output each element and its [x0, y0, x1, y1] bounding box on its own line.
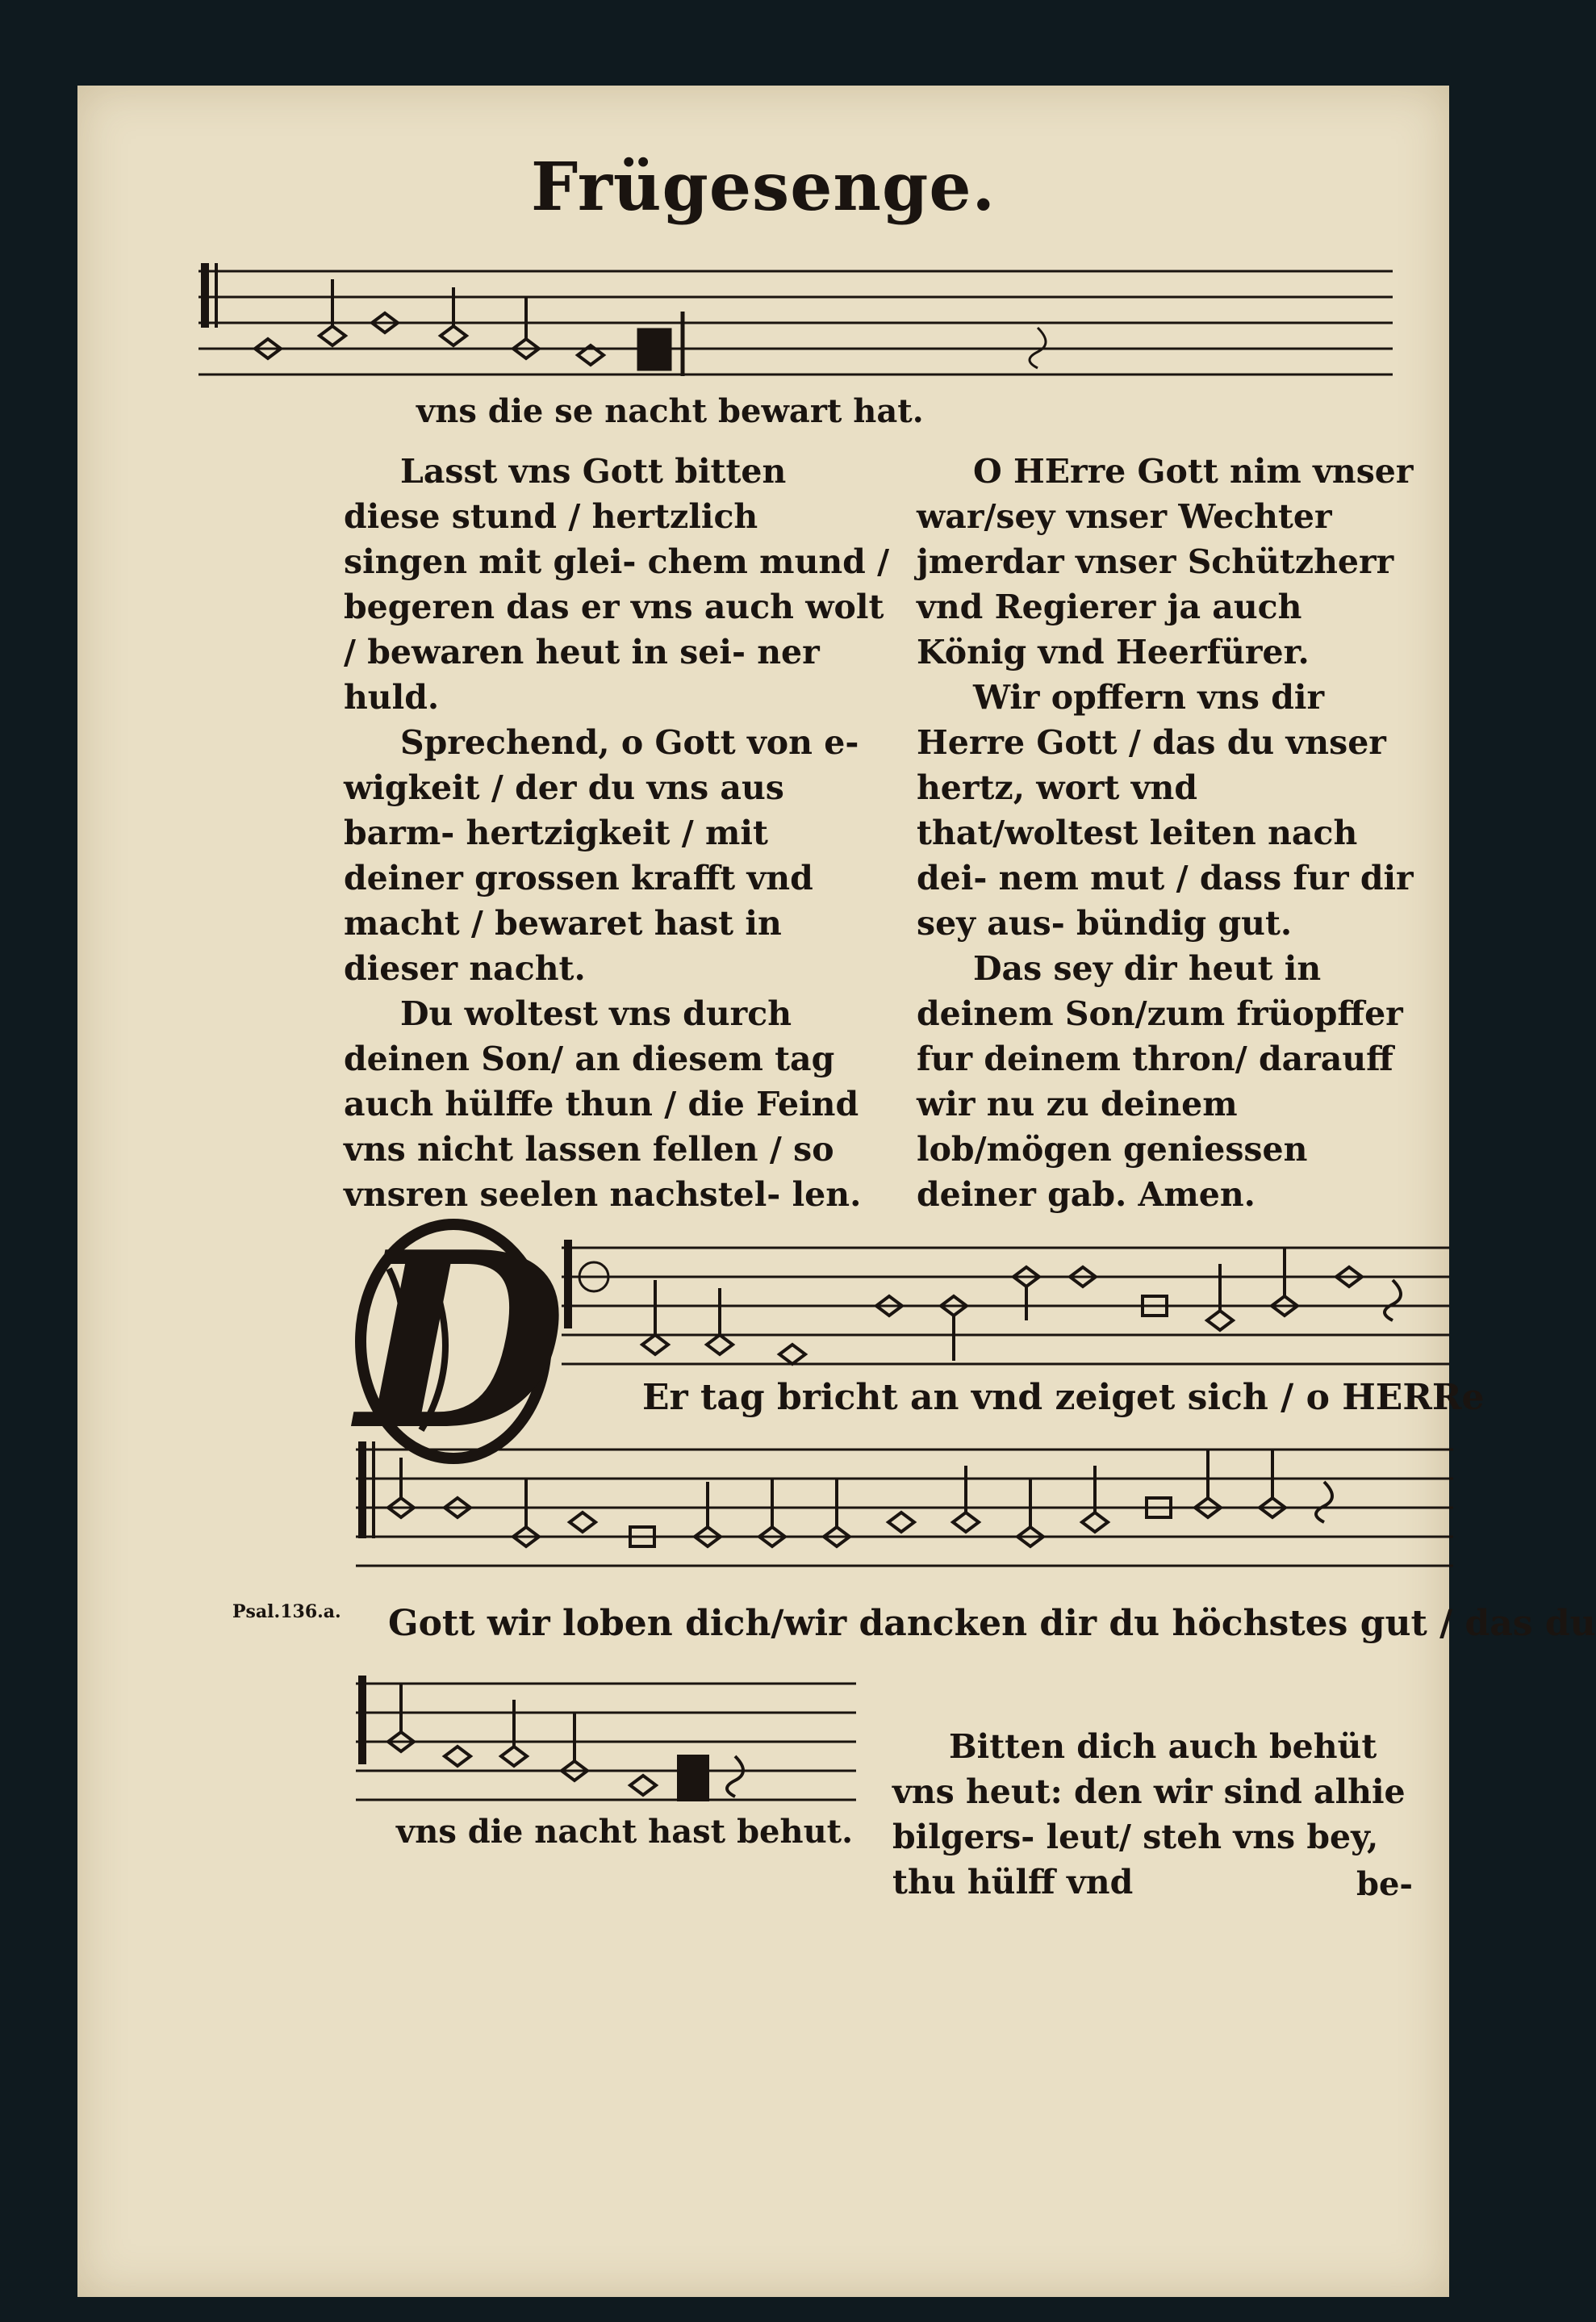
lyric-line-1: vns die se nacht bewart hat.	[416, 392, 924, 430]
decorated-initial	[357, 1199, 567, 1483]
stanza-right-2: Wir opffern vns dir Herre Gott / das du vnser hertz, wort vnd that/woltest leiten nach dei- nem mut / dass fur dir sey aus- bündig gut.	[917, 678, 1414, 943]
catchword: be-	[1356, 1865, 1414, 1903]
left-column	[344, 449, 892, 1217]
stanza-left-3: Du woltest vns durch deinen Son/ an diesem tag auch hülffe thun / die Feind vns nicht lassen fellen / so vnsren seelen nachstel- len.	[344, 994, 862, 1214]
music-staff-3	[356, 1433, 1453, 1579]
music-staff-2	[562, 1232, 1449, 1377]
bottom-right-text: Bitten dich auch behüt vns heut: den wir sind alhie bilgers- leut/ steh vns bey, thu hülff vnd	[892, 1727, 1406, 1902]
stanza-left-1: Lasst vns Gott bitten diese stund / hertzlich singen mit glei- chem mund / begeren das er vns auch wolt / bewaren heut in sei- ner huld.	[344, 452, 890, 717]
lyric-line-4: vns die nacht hast behut.	[396, 1813, 854, 1851]
bottom-right-verse	[892, 1724, 1417, 1905]
margin-note: Psal.136.a.	[232, 1601, 341, 1622]
book-page	[77, 86, 1596, 2297]
stanza-right-3: Das sey dir heut in deinem Son/zum früopffer fur deinem thron/ darauff wir nu zu deinem lob/mögen geniessen deiner gab. Amen.	[917, 949, 1403, 1214]
lyric-line-3: Gott wir loben dich/wir dancken dir du höchstes gut / das du	[388, 1603, 1596, 1644]
stanza-left-2: Sprechend, o Gott von e- wigkeit / der du vns aus barm- hertzigkeit / mit deiner grossen krafft vnd macht / bewaret hast in dieser nacht.	[344, 723, 859, 988]
lyric-line-2: Er tag bricht an vnd zeiget sich / o HERRe	[642, 1377, 1485, 1418]
music-staff-1	[198, 255, 1393, 392]
music-staff-4	[356, 1667, 856, 1813]
stanza-right-1: O HErre Gott nim vnser war/sey vnser Wechter jmerdar vnser Schützherr vnd Regierer ja auch König vnd Heerfürer.	[917, 452, 1414, 671]
right-column	[917, 449, 1417, 1217]
initial-letter: D	[357, 1199, 567, 1483]
page-title: Frügesenge.	[530, 149, 996, 226]
